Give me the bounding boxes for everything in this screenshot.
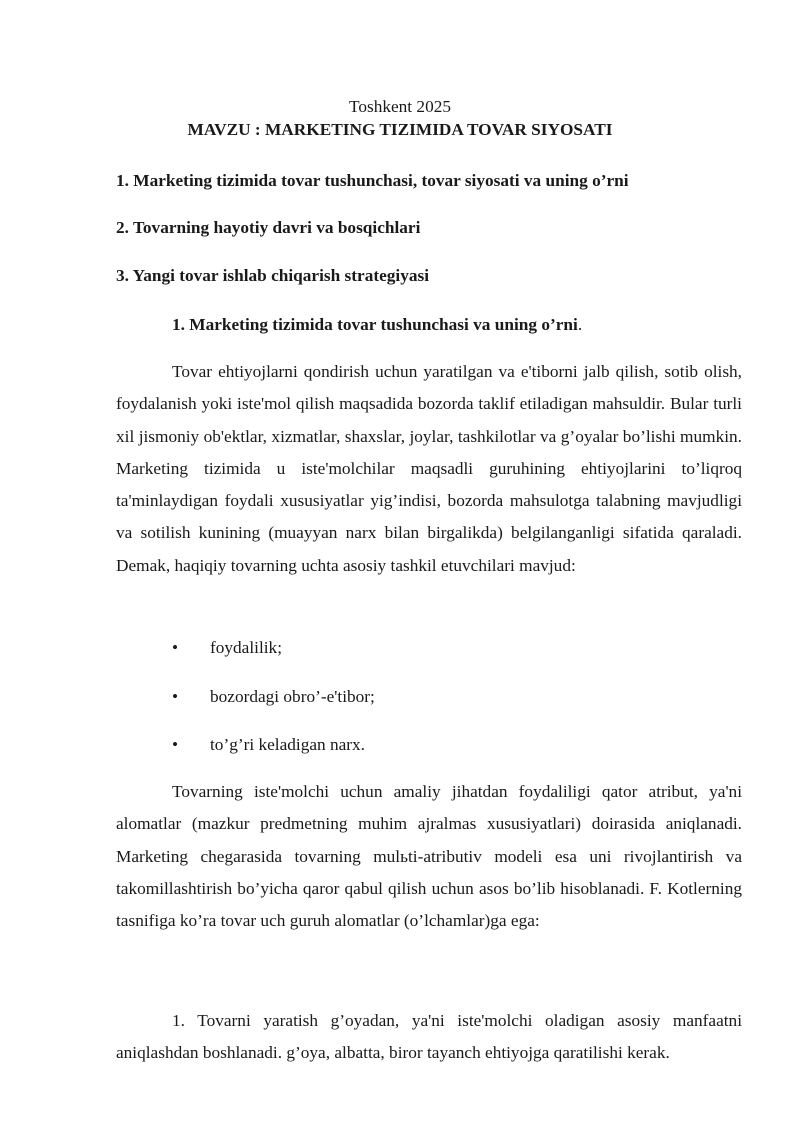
plan-item-3: 3. Yangi tovar ishlab chiqarish strategiyasi	[116, 266, 430, 285]
paragraph-3: 1. Tovarni yaratish g’oyadan, ya'ni iste'molchi oladigan asosiy manfaatni aniqlashdan boshlanadi. g’oya, albatta, biror tayanch ehtiyojga qaratilishi kerak.	[116, 1011, 742, 1063]
bullet-marker: •	[172, 735, 179, 754]
paragraph-1: Tovar ehtiyojlarni qondirish uchun yaratilgan va e'tiborni jalb qilish, sotib olish, foydalanish yoki iste'mol qilish maqsadida bozorda taklif etiladigan mahsuldir. Bular turli xil jismoniy ob'ektlar, xizmatlar, shaxslar, joylar, tashkilotlar va g’oyalar bo’lishi mumkin. Marketing tizimida u iste'molchilar maqsadli guruhining ehtiyojlarini to’liqroq ta'minlaydigan foydali xususiyatlar yig’indisi, bozorda mahsulotga talabning mavjudligi va sotilish kunining (muayyan narx bilan birgalikda) belgilanganligi sifatida qaraladi. Demak, haqiqiy tovarning uchta asosiy tashkil etuvchilari mavjud:	[116, 362, 742, 575]
page-title: MAVZU : MARKETING TIZIMIDA TOVAR SIYOSATI	[187, 120, 613, 139]
section-heading-period: .	[577, 315, 583, 334]
list-item-text: to’g’ri keladigan narx.	[210, 735, 365, 754]
list-item	[172, 636, 282, 660]
section-heading	[172, 313, 582, 337]
list-item	[172, 685, 375, 709]
plan-item-1: 1. Marketing tizimida tovar tushunchasi, tovar siyosati va uning o’rni	[116, 171, 629, 190]
section-heading-text: 1. Marketing tizimida tovar tushunchasi va uning o’rni	[172, 315, 578, 334]
list-item-text: bozordagi obro’-e'tibor;	[210, 687, 375, 706]
list-item	[172, 733, 365, 757]
city-year: Toshkent 2025	[349, 97, 451, 116]
bullet-marker: •	[172, 638, 179, 657]
plan-item-2: 2. Tovarning hayotiy davri va bosqichlari	[116, 218, 421, 237]
list-item-text: foydalilik;	[210, 638, 282, 657]
bullet-marker: •	[172, 687, 179, 706]
paragraph-2: Tovarning iste'molchi uchun amaliy jihatdan foydaliligi qator atribut, ya'ni alomatlar (mazkur predmetning muhim ajralmas xususiyatlari) doirasida aniqlanadi. Marketing chegarasida tovarning mulьti-atributiv modeli esa uni rivojlantirish va takomillashtirish bo’yicha qaror qabul qilish uchun asos bo’lib hisoblanadi. F. Kotlerning tasnifiga ko’ra tovar uch guruh alomatlar (o’lchamlar)ga ega:	[116, 782, 742, 931]
